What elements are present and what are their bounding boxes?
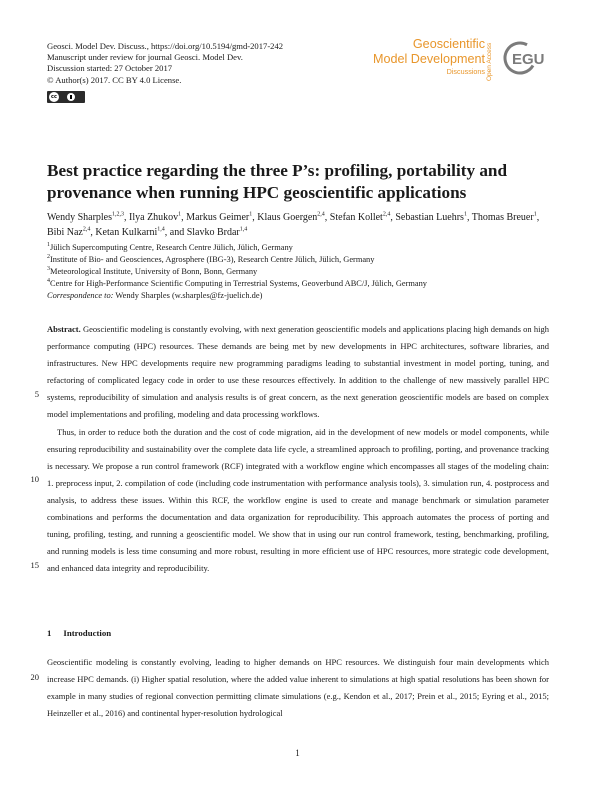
egu-logo-icon — [500, 38, 548, 78]
author-name: Markus Geimer — [186, 212, 250, 223]
author — [47, 212, 124, 223]
author-name: Ketan Kulkarni — [95, 227, 158, 238]
open-access-label — [483, 37, 495, 83]
author — [395, 212, 467, 223]
line-number: 5 — [34, 389, 39, 399]
author-affiliation-marker: 2,4 — [317, 211, 325, 218]
affiliation-text: Centre for High-Performance Scientific Computing in Terrestrial Systems, Geoverbund ABC/J, Jülich, Germany — [50, 279, 427, 288]
author-name: Thomas Breuer — [471, 212, 534, 223]
author — [187, 227, 248, 238]
affiliation-text: Meteorological Institute, University of Bonn, Bonn, Germany — [50, 267, 258, 276]
section-number: 1 — [47, 628, 52, 638]
correspondence — [47, 290, 567, 302]
affiliations — [47, 242, 567, 302]
author-affiliation-marker: 2,4 — [82, 226, 91, 233]
author-affiliation-marker: 1 — [178, 211, 182, 218]
author — [330, 212, 391, 223]
abstract-label: Abstract. — [47, 324, 81, 334]
author — [186, 212, 252, 223]
journal-logo — [371, 37, 485, 77]
author-affiliation-marker: 1 — [533, 211, 537, 218]
cc-by-license-badge[interactable] — [47, 91, 85, 103]
abstract-paragraph-2: Thus, in order to reduce both the duration and the cost of code migration, aid in the development of new models or model components, while ensuring reproducibility and sustainability over the complete data life cycle, a streamlined approach to profiling, porting, and provenance tracking is necessary. We propose a run control framework (RCF) integrated with a workflow engine which encompasses all stages of the modeling chain: 1. preprocess input, 2. compilation of code (including code instrumentation with performance analysis tools), 3. simulation run, 4. postprocess and analysis, to address these issues. Within this RCF, the workflow engine is used to create and manage benchmark or simulation parameter combinations and performs the documentation and data organization for reproducibility. This approach automates the process of porting and tuning, profiling, testing, and running a geoscientific model. We show that in using our run control framework, testing, benchmarking, profiling, and running models is less time consuming and more robust, resulting in more efficient use of HPC resources, more strategic code development, and enhanced data integrity and reproducibility. — [47, 426, 549, 574]
author-affiliation-marker: 2,4 — [382, 211, 391, 218]
author-name: Klaus Goergen — [257, 212, 318, 223]
author-affiliation-marker: 1,4 — [157, 226, 165, 233]
section-heading-introduction — [47, 628, 111, 638]
author-name: Wendy Sharples — [47, 212, 113, 223]
correspondence-email[interactable]: Wendy Sharples (w.sharples@fz-juelich.de) — [113, 291, 263, 300]
open-access-text: Open Access — [486, 42, 493, 81]
author-name: Stefan Kollet — [329, 212, 383, 223]
line-number: 15 — [30, 560, 39, 570]
journal-logo-line1: Geoscientific — [412, 37, 485, 51]
author-name: Slavko Brdar — [186, 227, 240, 238]
author-affiliation-marker: 1 — [463, 211, 467, 218]
journal-logo-line3: Discussions — [446, 67, 485, 76]
citation-line: Geosci. Model Dev. Discuss., https://doi.org/10.5194/gmd-2017-242 — [47, 41, 284, 51]
introduction-paragraph: Geoscientific modeling is constantly evolving, leading to higher demands on HPC resources. We distinguish four main developments which increase HPC demands. (i) Higher spatial resolution, where the added value inherent to simulations at high spatial resolutions has been shown for example in many studies of regional convection permitting climate simulations (e.g., Kendon et al., 2017; Prein et al., 2015; Eyring et al., 2015; Heinzeller et al., 2016) and continental hyper-resolution hydrological — [47, 657, 549, 719]
introduction-body — [47, 654, 549, 722]
affiliation-number: 4 — [47, 278, 50, 285]
affiliation-text: Institute of Bio- and Geosciences, Agrosphere (IBG-3), Research Centre Jülich, Jülich, Germany — [50, 255, 375, 264]
line-number: 10 — [30, 474, 39, 484]
paper-title: Best practice regarding the three P’s: profiling, portability and provenance when running HPC geoscientific applications — [47, 161, 508, 202]
author-list: Wendy Sharples$^{1,2,3}$, Ilya Zhukov$^1$, Markus Geimer$^1$, Klaus Goergen$^{2,4}$, Stefan Kollet$^{2,4}$, Sebastian Luehrs$^1$, Thomas Breuer$^1$, Bibi Naz$^{2,4}$, Ketan Kulkarni$^{1,4}$, and Slavko Brdar$^{1,4}$ — [47, 211, 540, 238]
line-number: 20 — [30, 672, 39, 682]
author-name: Sebastian Luehrs — [395, 212, 464, 223]
affiliation-item — [47, 254, 567, 266]
person-icon — [67, 93, 75, 101]
license-line: © Author(s) 2017. CC BY 4.0 License. — [47, 74, 182, 85]
journal-header — [47, 41, 283, 86]
affiliation-item — [47, 266, 567, 278]
affiliation-number: 1 — [47, 242, 50, 249]
affiliation-item — [47, 242, 567, 254]
author-affiliation-marker: 1 — [249, 211, 253, 218]
author — [472, 212, 537, 223]
page-number: 1 — [295, 748, 300, 758]
section-title: Introduction — [63, 628, 112, 638]
correspondence-label: Correspondence to: — [47, 291, 114, 300]
discussion-date-line: Discussion started: 27 October 2017 — [47, 63, 173, 74]
abstract — [47, 321, 549, 577]
affiliation-text: Jülich Supercomputing Centre, Research Centre Jülich, Jülich, Germany — [50, 243, 293, 252]
author-affiliation-marker: 1,4 — [239, 226, 248, 233]
author-name: Bibi Naz — [47, 227, 83, 238]
author — [129, 212, 181, 223]
author — [257, 212, 325, 223]
affiliation-number: 2 — [47, 254, 50, 261]
review-status-line: Manuscript under review for journal Geosci. Model Dev. — [47, 52, 243, 63]
egu-text: EGU — [512, 51, 545, 68]
author — [95, 227, 164, 238]
affiliation-item — [47, 278, 567, 290]
cc-icon: cc — [49, 92, 59, 102]
author — [47, 227, 90, 238]
author-name: Ilya Zhukov — [129, 212, 179, 223]
abstract-paragraph-1: Geoscientific modeling is constantly evolving, with next generation geoscientific models and applications placing high demands on high performance computing (HPC) resources. These demands are being met by new developments in HPC architectures, software libraries, and infrastructures. New HPC developments require new programming paradigms leading to substantial investment in model porting, tuning, and refactoring of complicated legacy code in order to use these resources effectively. In addition to the challenge of new massively parallel HPC systems, reproducibility of simulation and analysis results is of great concern, as the next generation geoscientific models are based on complex model implementations and profiling, modeling and data processing workflows. — [47, 324, 549, 420]
author-affiliation-marker: 1,2,3 — [112, 211, 125, 218]
journal-logo-line2: Model Development — [372, 52, 485, 66]
affiliation-number: 3 — [47, 266, 50, 273]
